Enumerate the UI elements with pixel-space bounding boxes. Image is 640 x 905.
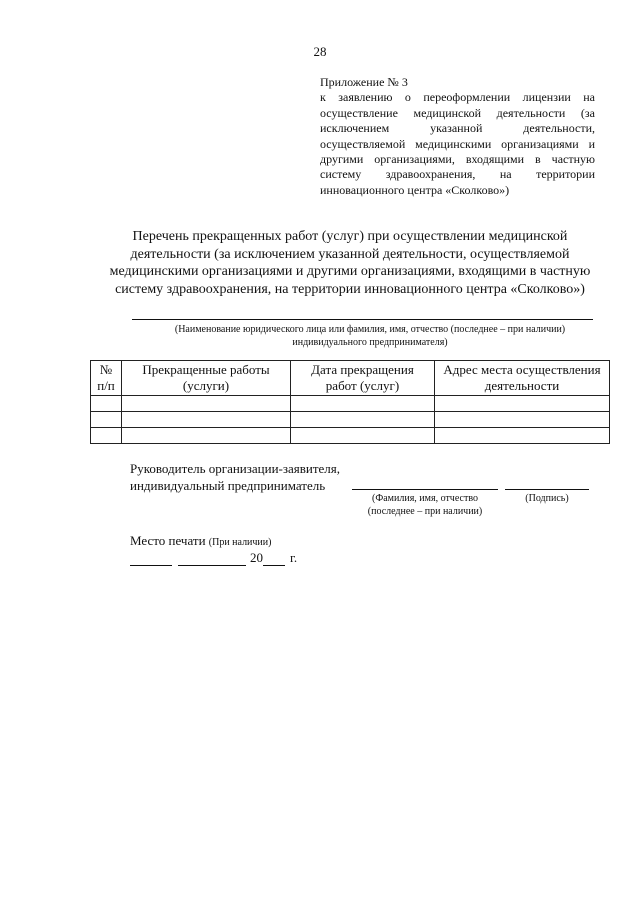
table-row	[91, 396, 610, 412]
header-number-line2: п/п	[97, 378, 115, 393]
header-address-line2: деятельности	[484, 378, 560, 393]
signer-name-caption-line2: (последнее – при наличии)	[367, 506, 483, 517]
organization-name-line	[132, 318, 593, 320]
header-date	[291, 361, 435, 396]
terminated-services-table	[90, 360, 610, 444]
header-address-line1: Адрес места осуществления	[443, 362, 601, 377]
date-year-suffix: г.	[290, 550, 298, 565]
header-works	[122, 361, 291, 396]
table-cell	[122, 396, 291, 412]
table-cell	[291, 396, 435, 412]
page-number: 28	[313, 44, 327, 59]
header-number-line1: №	[99, 362, 113, 377]
signer-block	[130, 460, 340, 494]
date-year-blank	[263, 552, 285, 566]
table-cell	[91, 412, 122, 428]
table-row	[91, 412, 610, 428]
signer-name-line	[352, 489, 498, 490]
header-number	[91, 361, 122, 396]
table-cell	[291, 412, 435, 428]
header-address	[435, 361, 610, 396]
document-title: Перечень прекращенных работ (услуг) при осуществлении медицинской деятельности (за исключением указанной деятельности, осуществляемой медицинскими организациями и другими организациями, входящими в частную систему здравоохранения, на территории инновационного центра «Сколково»)	[109, 229, 591, 297]
seal-note: (При наличии)	[208, 537, 272, 548]
table-row	[91, 428, 610, 444]
signer-line2: индивидуальный предприниматель	[130, 478, 326, 493]
header-works-line1: Прекращенные работы	[142, 362, 270, 377]
organization-caption-line2: индивидуального предпринимателя)	[292, 337, 448, 348]
organization-name-caption	[140, 323, 600, 349]
table-cell	[122, 428, 291, 444]
appendix-header	[320, 75, 595, 198]
date-line	[130, 550, 297, 566]
table-cell	[91, 428, 122, 444]
seal-place	[130, 533, 271, 549]
signature-caption: (Подпись)	[525, 493, 569, 504]
header-works-line2: (услуги)	[182, 378, 230, 393]
table-cell	[435, 412, 610, 428]
header-date-line2: работ (услуг)	[325, 378, 400, 393]
table-cell	[435, 396, 610, 412]
organization-caption-line1: (Наименование юридического лица или фамилия, имя, отчество (последнее – при наличии)	[174, 324, 566, 335]
table-cell	[435, 428, 610, 444]
date-year-prefix: 20	[250, 550, 263, 565]
date-month-blank	[178, 552, 246, 566]
signer-name-caption-line1: (Фамилия, имя, отчество	[372, 493, 478, 504]
table-cell	[291, 428, 435, 444]
date-day-blank	[130, 552, 172, 566]
header-date-line1: Дата прекращения	[311, 362, 414, 377]
seal-label: Место печати	[130, 533, 206, 548]
table-header-row	[91, 361, 610, 396]
appendix-title: Приложение № 3	[320, 75, 408, 89]
table-cell	[91, 396, 122, 412]
signer-name-caption	[352, 492, 498, 518]
appendix-text: к заявлению о переоформлении лицензии на осуществление медицинской деятельности (за исключением указанной деятельности, осуществляемой медицинскими организациями и другими организациями, входящими в частную систему здравоохранения, на территории инновационного центра «Сколково»)	[320, 90, 595, 197]
signature-line	[505, 489, 589, 490]
signer-line1: Руководитель организации-заявителя,	[130, 461, 341, 476]
table-cell	[122, 412, 291, 428]
